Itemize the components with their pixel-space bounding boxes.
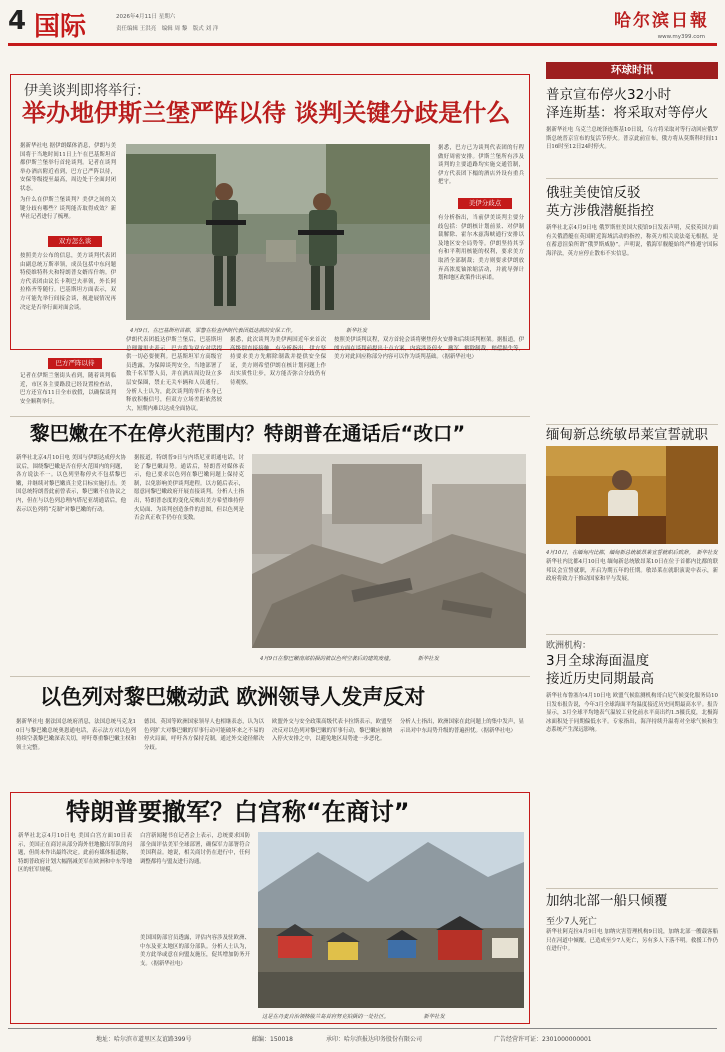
- story2-col1: 新华社北京4月10日电 美国与伊朗达成停火协议后，围绕黎巴嫩是否在停火范围内的问题，各方说法不一。以色列坚称停火不包括黎巴嫩，并继续对黎巴嫩真主党目标实施打击。美国总统特朗普此前曾表示，黎巴嫩不在协议之内，但在与以色列总理内塔尼亚胡通话后，他表示以色列将“克制”对黎巴嫩的行动。: [16, 455, 126, 513]
- right-item-3-title: 缅甸新总统敏昂莱宣誓就职: [546, 427, 708, 443]
- story2-col2: 据报道，特朗普9日与内塔尼亚胡通电话，讨论了黎巴嫩局势。通话后，特朗普对媒体表示，他已要求以色列在黎巴嫩问题上保持克制，以免影响美伊谈判进程。以方随后表示，愿意同黎巴嫩政府开展直接谈判。分析人士指出，特朗普态度的变化反映出美方希望维持停火局面、为谈判创造条件的意图，但以色列是否会真正收手仍存在变数。: [134, 455, 244, 522]
- story1-col3: 据悉，此次谈判为美伊两国近年来首次高级别直接接触。有分析指出，伊方坚持要求美方先解除制裁并提供安全保证，美方则希望伊朗在核计划问题上作出实质性让步，双方能否弥合分歧仍有待观察。: [230, 337, 326, 386]
- right-column-title: 环球时讯: [546, 62, 718, 79]
- story1-col4a: 据悉，巴方已为谈判代表团的行程做好周密安排。伊斯兰堡所有涉及谈判的主要道路均实施交通管制，伊方代表团下榻的酒店外设有重兵把守。: [438, 145, 524, 186]
- issue-date: 2026年4月11日 星期六: [116, 14, 176, 20]
- right-item-4-tag: 欧洲机构：: [546, 641, 592, 651]
- story4-col3: 美国国防部官员透露，评估内容涉及驻欧洲、中东及亚太地区的部分部队。分析人士认为，美方此举或意在向盟友施压，促其增加防务开支。（据新华社电）: [140, 935, 250, 967]
- story3-col1: 据新华社电 据法国总统府消息，法国总统马克龙10日与黎巴嫩总统奥恩通电话，表示法方对以色列持续空袭黎巴嫩深表关切，呼吁尊重黎巴嫩主权和领土完整。: [16, 719, 136, 751]
- story1-sub-differences: 美伊分歧点: [458, 198, 512, 209]
- right-item-3-photo: [546, 446, 718, 544]
- editor-credits: 责任编辑 王洪亮 编辑 周 黎 版式 刘 洋: [116, 26, 219, 32]
- section-title: 国际: [34, 12, 87, 42]
- page-header: [0, 0, 725, 48]
- right-item-3-caption: 4月10日，在缅甸内比都，缅甸新总统敏昂莱宣誓就职后致辞。 新华社发: [546, 550, 718, 556]
- right-item-5-title: 加纳北部一船只倾覆: [546, 893, 668, 909]
- story1-col5: 按照美伊谈判议程，双方首轮会谈将聚焦停火安排和后续谈判框架。据报道，伊朗方面在谈判前提出十点方案，内容涉及停火、撤军、解除制裁、赔偿损失等，美方对此回应称部分内容可以作为谈判基础。（据新华社电）: [334, 337, 524, 361]
- story3-col3: 欧盟外交与安全政策高级代表卡拉斯表示，欧盟坚决反对以色列对黎巴嫩的军事行动，黎巴嫩应被纳入停火安排之中，以避免地区局势进一步恶化。: [272, 719, 392, 743]
- story1-differences-body: 有分析指出，当前伊美谈判主要分歧包括：伊朗核计划前景、对伊制裁解除、霍尔木兹海峡通行安排以及地区安全局势等。伊朗坚持其享有和平利用核能的权利，要求美方取消全部制裁；美方则要求伊朗放弃高浓度铀浓缩活动，并就导弹计划和地区政策作出承诺。: [438, 215, 524, 282]
- footer-postcode: 邮编：150018: [252, 1036, 293, 1043]
- footer-printer: 承印：哈尔滨报达印务股份有限公司: [326, 1036, 423, 1043]
- newspaper-logo: 哈尔滨日報: [614, 11, 709, 31]
- right-item-4-title: 3月全球海面温度 接近历史同期最高: [546, 653, 654, 687]
- story3-headline: 以色列对黎巴嫩动武 欧洲领导人发声反对: [40, 685, 426, 709]
- greenland-photo: [258, 832, 524, 1008]
- story1-talks-body: 按照美方公布的信息，美方谈判代表团由副总统万斯率领，成员包括中东问题特使维特科夫和特朗普女婿库什纳。伊方代表团由议长卡利巴夫率领，外长阿拉格齐等随行。巴基斯坦方面表示，双方可能先举行间接会谈，视进展情况再决定是否举行面对面会谈。: [20, 253, 116, 311]
- rubble-photo: [252, 454, 526, 648]
- story3-col4: 分析人士指出，欧洲国家在此问题上的集中发声，显示出对中东局势升级的普遍担忧。（据新华社电）: [400, 719, 524, 734]
- story2-photo-caption: 4月9日在黎巴嫩南部拍摄的被以色列空袭后的建筑废墟。 新华社发: [260, 656, 439, 662]
- site-url: www.my399.com: [657, 34, 705, 40]
- footer-address: 地址：哈尔滨市道里区友谊路399号: [96, 1036, 192, 1043]
- story2-photo: [252, 454, 526, 648]
- story3-col2: 德国、英国等欧洲国家领导人也相继表态，认为以色列扩大对黎巴嫩的军事行动可能破坏来之不易的停火局面，呼吁各方保持克制，通过外交途径解决分歧。: [144, 719, 264, 751]
- right-item-1-title: 普京宣布停火32小时 泽连斯基：将采取对等停火: [546, 87, 708, 121]
- story4-photo-caption: 这是在丹麦自治领格陵兰岛首府努克拍摄的一处社区。 新华社发: [262, 1014, 445, 1020]
- right-item-2-title: 俄驻美使馆反驳 英方涉俄潜艇指控: [546, 185, 654, 219]
- right-item-1-body: 据新华社电 乌克兰总统泽连斯基10日说，乌方将采取对等行动回应俄罗斯总统普京宣布的复活节停火。普京此前宣布，俄方将从莫斯科时间11日16时至12日24时停火。: [546, 127, 718, 151]
- story1-lead: 据新华社电 据伊朗媒体消息，伊朗与美国将于当地时间11日上午在巴基斯坦首都伊斯兰堡举行首轮谈判。记者在谈判举办酒店附近看到，巴方已严阵以待，安保等级提至最高，周边处于全面封闭状态。: [20, 143, 116, 192]
- story1-col2: 伊朗代表团抵达伊斯兰堡后，巴基斯坦总理谢里夫表示，巴方将为双方对话提供一切必要便利。巴基斯坦军方高级官员透露，为保障谈判安全，当地部署了数千名军警人员，并在酒店周边设立多层安保圈，禁止无关车辆和人员通行。分析人士认为，此次谈判的举行本身已释放积极信号，但双方立场差距依然较大，短期内难以达成全面协议。: [126, 337, 222, 412]
- right-item-5-subtitle: 至少7人死亡: [546, 917, 597, 927]
- story1-headline: 举办地伊斯兰堡严阵以待 谈判关键分歧是什么: [22, 99, 511, 127]
- right-item-5-body: 新华社阿克拉4月9日电 加纳灾害管理机构9日说，加纳北部一艘载客船只在河道中倾覆，已造成至少7人死亡，另有多人下落不明。救援工作仍在进行中。: [546, 929, 718, 953]
- footer-license: 广告经营许可证：2301000000001: [494, 1036, 592, 1043]
- story1-intro: 为什么在伊斯兰堡谈判？美伊之间的关键分歧有哪些？谈判能否取得成效？新华社记者进行了梳理。: [20, 197, 116, 221]
- story1-pakistan-body: 记者在伊斯兰堡街头看到，随着谈判临近，市区各主要路段已经设置检查站，巴方还宣布11日全市放假，以确保谈判安全顺利举行。: [20, 373, 116, 405]
- right-item-2-body: 新华社北京4月9日电 俄罗斯驻美国大使馆9日发表声明，反驳英国方面有关俄潜艇在英国附近海域活动的指控，称英方相关说法毫无根据，是在蓄意渲染所谓“俄罗斯威胁”。声明说，俄海军舰艇始终严格遵守国际海洋法，英方应停止散布不实信息。: [546, 225, 718, 257]
- right-item-3-body: 新华社内比都4月10日电 缅甸新总统敏昂莱10日在位于首都内比都的联邦议会宣誓就职，开启为期五年的任期。敏昂莱在就职演说中表示，新政府将致力于推动国家和平与发展。: [546, 559, 718, 583]
- story2-headline: 黎巴嫩在不在停火范围内？特朗普在通话后“改口”: [30, 422, 466, 445]
- right-item-4-body: 新华社布鲁塞尔4月10日电 欧盟气候监测机构哥白尼气候变化服务局10日发布报告说，今年3月全球海面平均温度接近历史同期最高水平。报告显示，3月全球平均地表气温较工业化前水平高出约1.5摄氏度，北极海冰面积处于同期偏低水平。专家指出，海洋持续升温将对全球气候和生态系统产生深远影响。: [546, 693, 718, 734]
- story4-photo: [258, 832, 524, 1008]
- story1-kicker: 伊美谈判即将举行：: [24, 83, 150, 99]
- story4-col1: 新华社北京4月10日电 美国白宫方面10日表示，美国正在商讨从部分海外驻地撤出军队的问题，但尚未作出最终决定。此前有媒体报道称，特朗普政府计划大幅削减美军在欧洲和中东等地区的驻军规模。: [18, 833, 132, 874]
- soldiers-photo: [126, 144, 430, 320]
- story1-sub-talks: 双方怎么谈: [48, 236, 102, 247]
- page-number: 4: [8, 6, 27, 36]
- story1-photo: [126, 144, 430, 320]
- right-column: [538, 52, 718, 1022]
- swearing-in-photo: [546, 446, 718, 544]
- story1-sub-pakistan: 巴方严阵以待: [48, 358, 102, 369]
- story4-headline: 特朗普要撤军？白宫称“在商讨”: [66, 798, 410, 826]
- story4-col2: 白宫新闻秘书在记者会上表示，总统要求国防部全面评估美军全球部署，确保军力部署符合美国利益。她说，相关商讨仍在进行中，任何调整都将与盟友进行沟通。: [140, 833, 250, 865]
- header-rule: [8, 43, 717, 46]
- story1-photo-caption: 4月9日，在巴基斯坦首都，军警在检查伊朗代表团抵达前的安保工作。 新华社发: [130, 328, 368, 334]
